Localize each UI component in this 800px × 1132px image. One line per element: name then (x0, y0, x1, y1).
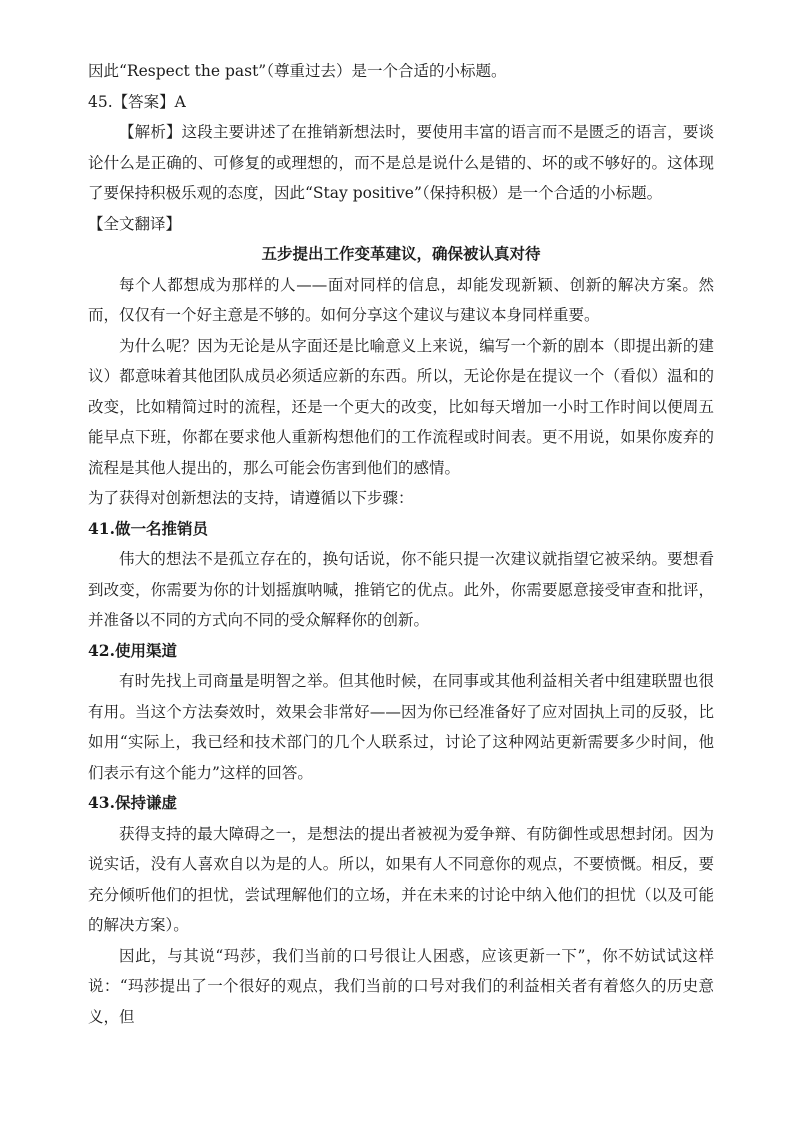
paragraph-martha: 因此，与其说“玛莎，我们当前的口号很让人困惑，应该更新一下”，你不妨试试这样说：“玛莎提出了一个很好的观点，我们当前的口号对我们的利益相关者有着悠久的历史意义，但 (88, 946, 714, 1026)
heading-42: 42.使用渠道 (88, 640, 177, 660)
document-page (88, 56, 714, 1032)
heading-41: 41.做一名推销员 (88, 518, 208, 538)
previous-answer-line: 因此“Respect the past”（尊重过去）是一个合适的小标题。 (88, 62, 507, 80)
heading-43: 43.保持谦虚 (88, 793, 177, 812)
paragraph-why: 为什么呢？因为无论是从字面还是比喻意义上来说，编写一个新的剧本（即提出新的建议）都意味着其他团队成员必须适应新的东西。所以，无论你是在提议一个（看似）温和的改变，比如精简过时的流程，还是一个更大的改变，比如每天增加一小时工作时间以便周五能早点下班，你都在要求他人重新构想他们的工作流程或时间表。更不用说，如果你废弃的流程是其他人提出的，那么可能会伤害到他们的感情。 (88, 336, 714, 477)
paragraph-43: 获得支持的最大障碍之一，是想法的提出者被视为爱争辩、有防御性或思想封闭。因为说实话，没有人喜欢自以为是的人。所以，如果有人不同意你的观点，不要愤慨。相反，要充分倾听他们的担忧，尝试理解他们的立场，并在未来的讨论中纳入他们的担忧（以及可能的解决方案）。 (88, 824, 714, 934)
paragraph-intro: 每个人都想成为那样的人——面对同样的信息，却能发现新颖、创新的解决方案。然而，仅仅有一个好主意是不够的。如何分享这个建议与建议本身同样重要。 (88, 275, 714, 324)
paragraph-steps-intro: 为了获得对创新想法的支持，请遵循以下步骤： (88, 489, 414, 507)
analysis-paragraph: 【解析】这段主要讲述了在推销新想法时，要使用丰富的语言而不是匮乏的语言，要谈论什么是正确的、可修复的或理想的，而不是总是说什么是错的、坏的或不够好的。这体现了要保持积极乐观的态度，因此“Stay positive”（保持积极）是一个合适的小标题。 (88, 123, 714, 202)
paragraph-41: 伟大的想法不是孤立存在的，换句话说，你不能只提一次建议就指望它被采纳。要想看到改变，你需要为你的计划摇旗呐喊，推销它的优点。此外，你需要愿意接受审查和批评，并准备以不同的方式向不同的受众解释你的创新。 (88, 550, 714, 629)
answer-label: 45.【答案】A (88, 92, 186, 111)
translation-label: 【全文翻译】 (88, 214, 182, 233)
paragraph-42: 有时先找上司商量是明智之举。但其他时候，在同事或其他利益相关者中组建联盟也很有用。当这个方法奏效时，效果会非常好——因为你已经准备好了应对固执上司的反驳，比如用“实际上，我已经和技术部门的几个人联系过，讨论了这种网站更新需要多少时间，他们表示有这个能力”这样的回答。 (88, 672, 714, 782)
article-title: 五步提出工作变革建议，确保被认真对待 (261, 244, 541, 263)
